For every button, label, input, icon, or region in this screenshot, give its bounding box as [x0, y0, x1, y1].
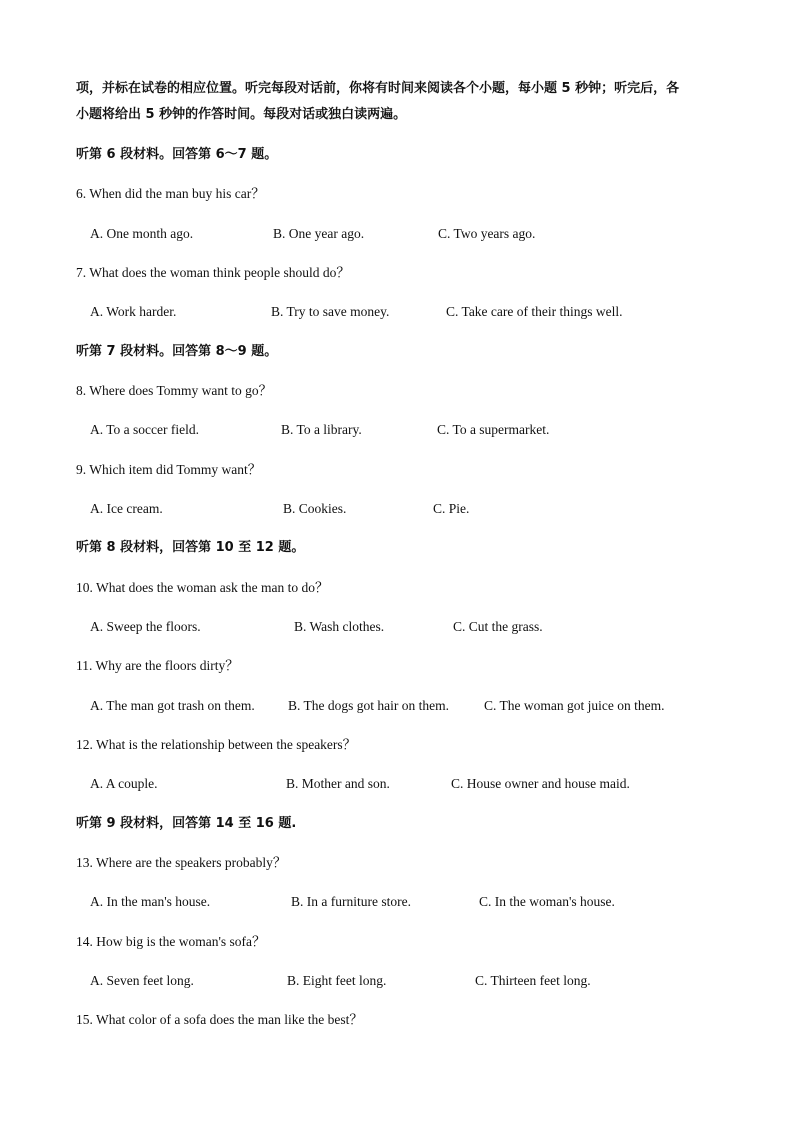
question-7: 7. What does the woman think people should do？ — [76, 265, 350, 280]
question-9-option-a[interactable]: A. Ice cream. — [90, 501, 163, 516]
question-12: 12. What is the relationship between the speakers？ — [76, 737, 357, 752]
question-6-option-b[interactable]: B. One year ago. — [273, 226, 365, 241]
question-14-option-b[interactable]: B. Eight feet long. — [287, 973, 387, 988]
question-11: 11. Why are the floors dirty？ — [76, 658, 239, 673]
question-9: 9. Which item did Tommy want？ — [76, 462, 262, 477]
question-13-option-a[interactable]: A. In the man's house. — [90, 894, 211, 909]
question-9-option-b[interactable]: B. Cookies. — [283, 501, 347, 516]
question-12-option-b[interactable]: B. Mother and son. — [286, 776, 390, 791]
question-7-option-c[interactable]: C. Take care of their things well. — [446, 304, 623, 319]
section-heading: 听第 9 段材料，回答第 14 至 16 题. — [76, 816, 297, 831]
question-14: 14. How big is the woman's sofa？ — [76, 934, 266, 949]
section-heading: 听第 7 段材料。回答第 8～9 题。 — [76, 344, 278, 359]
question-12-option-c[interactable]: C. House owner and house maid. — [451, 776, 630, 791]
question-6: 6. When did the man buy his car？ — [76, 186, 265, 201]
question-10: 10. What does the woman ask the man to do？ — [76, 580, 329, 595]
question-13-option-c[interactable]: C. In the woman's house. — [479, 894, 615, 909]
question-12-option-a[interactable]: A. A couple. — [90, 776, 158, 791]
question-10-option-a[interactable]: A. Sweep the floors. — [90, 619, 201, 634]
question-6-option-c[interactable]: C. Two years ago. — [438, 226, 536, 241]
question-7-option-b[interactable]: B. Try to save money. — [271, 304, 390, 319]
question-8-option-b[interactable]: B. To a library. — [281, 422, 362, 437]
section-heading: 听第 6 段材料。回答第 6～7 题。 — [76, 147, 278, 162]
question-14-option-a[interactable]: A. Seven feet long. — [90, 973, 194, 988]
question-10-option-b[interactable]: B. Wash clothes. — [294, 619, 385, 634]
question-11-option-b[interactable]: B. The dogs got hair on them. — [288, 698, 449, 713]
question-10-option-c[interactable]: C. Cut the grass. — [453, 619, 543, 634]
question-8-option-c[interactable]: C. To a supermarket. — [437, 422, 550, 437]
question-13: 13. Where are the speakers probably？ — [76, 855, 287, 870]
section-heading: 听第 8 段材料，回答第 10 至 12 题。 — [76, 540, 305, 555]
question-6-option-a[interactable]: A. One month ago. — [90, 226, 194, 241]
question-7-option-a[interactable]: A. Work harder. — [90, 304, 177, 319]
question-13-option-b[interactable]: B. In a furniture store. — [291, 894, 411, 909]
question-11-option-a[interactable]: A. The man got trash on them. — [90, 698, 255, 713]
question-8-option-a[interactable]: A. To a soccer field. — [90, 422, 200, 437]
question-11-option-c[interactable]: C. The woman got juice on them. — [484, 698, 665, 713]
question-15: 15. What color of a sofa does the man like the best？ — [76, 1012, 363, 1027]
question-8: 8. Where does Tommy want to go？ — [76, 383, 273, 398]
question-9-option-c[interactable]: C. Pie. — [433, 501, 470, 516]
question-14-option-c[interactable]: C. Thirteen feet long. — [475, 973, 591, 988]
instructions-line-2: 小题将给出 5 秒钟的作答时间。每段对话或独白读两遍。 — [76, 107, 407, 122]
instructions-line-1: 项，并标在试卷的相应位置。听完每段对话前，你将有时间来阅读各个小题，每小题 5 秒钟；听完后，各 — [76, 81, 680, 96]
